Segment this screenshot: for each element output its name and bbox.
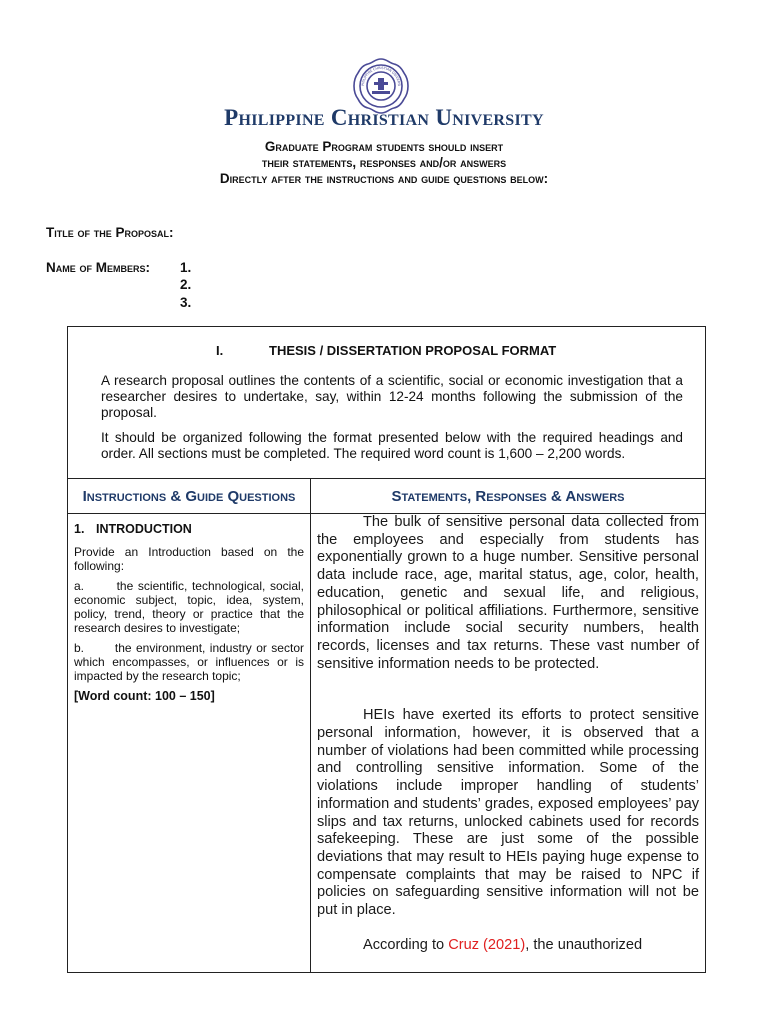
instructions-cell (74, 522, 304, 709)
instruction-line-1: Graduate Program students should insert (264, 139, 504, 154)
word-count-note: [Word count: 100 – 150] (74, 689, 215, 703)
table-divider (68, 478, 705, 479)
proposal-title-label: Title of the Proposal: (46, 225, 174, 240)
guide-item-a: a. the scientific, technological, social, economic subject, topic, idea, system, policy, trend, theory or practice that the research desires to investigate; (74, 579, 304, 635)
proposal-format-table (67, 326, 706, 973)
instruction-line-2: their statements, responses and/or answers (261, 155, 507, 170)
instruction-line-3: Directly after the instructions and guide questions below: (219, 171, 549, 186)
member-number: 3. (180, 295, 192, 310)
member-number: 1. (180, 260, 192, 275)
instructions-column-header: Instructions & Guide Questions (82, 488, 296, 505)
response-paragraph: HEIs have exerted its efforts to protect sensitive personal information, however, it is observed that a number of violations had been committed while processing and controlling sensitive information. Some of the violations include improper handling of students’ information and students’ grades, exposed employees’ pay slips and tax returns, unlocked cabinets used for records safekeeping. These are just some of the possible deviations that may result to HEIs paying huge expense to compensate complaints that may be raised to NPC if policies on safeguarding sensitive information will not be put in place. (317, 707, 699, 919)
column-divider (310, 478, 311, 972)
citation: Cruz (2021) (448, 936, 526, 953)
intro-lead: Provide an Introduction based on the following: (74, 545, 304, 573)
responses-column-header: Statements, Responses & Answers (391, 488, 625, 505)
responses-cell (317, 514, 699, 971)
section-intro-paragraph: A research proposal outlines the contents of a scientific, social or economic investigation that a researcher desires to undertake, say, within 12-24 months following the submission of the proposal. (101, 373, 683, 420)
svg-text:PHILIPPINE CHRISTIAN UNIVERSIT: PHILIPPINE CHRISTIAN UNIVERSI (360, 65, 402, 87)
guide-item-b: b. the environment, industry or sector which encompasses, or influences or is impacted by the research topic; (74, 641, 304, 683)
section-intro-paragraph: It should be organized following the format presented below with the required headings and order. All sections must be completed. The required word count is 1,600 – 2,200 words. (101, 430, 683, 461)
university-title: Philippine Christian University (224, 105, 544, 130)
members-label: Name of Members: (46, 260, 150, 275)
section-number: I. (216, 343, 224, 358)
response-paragraph: According to Cruz (2021), the unauthorized (363, 936, 643, 953)
response-paragraph: The bulk of sensitive personal data collected from the employees and especially from students has exponentially grown to a huge number. Sensitive personal data include race, age, marital status, age, color, health, education, genetic and sexual life, and religious, philosophical or political affiliations. Furthermore, sensitive information include social security numbers, health records, licenses and tax returns. These vast number of sensitive information needs to be protected. (317, 514, 699, 672)
intro-heading: 1. INTRODUCTION (74, 522, 192, 536)
section-title: THESIS / DISSERTATION PROPOSAL FORMAT (269, 343, 557, 358)
member-number: 2. (180, 277, 192, 292)
